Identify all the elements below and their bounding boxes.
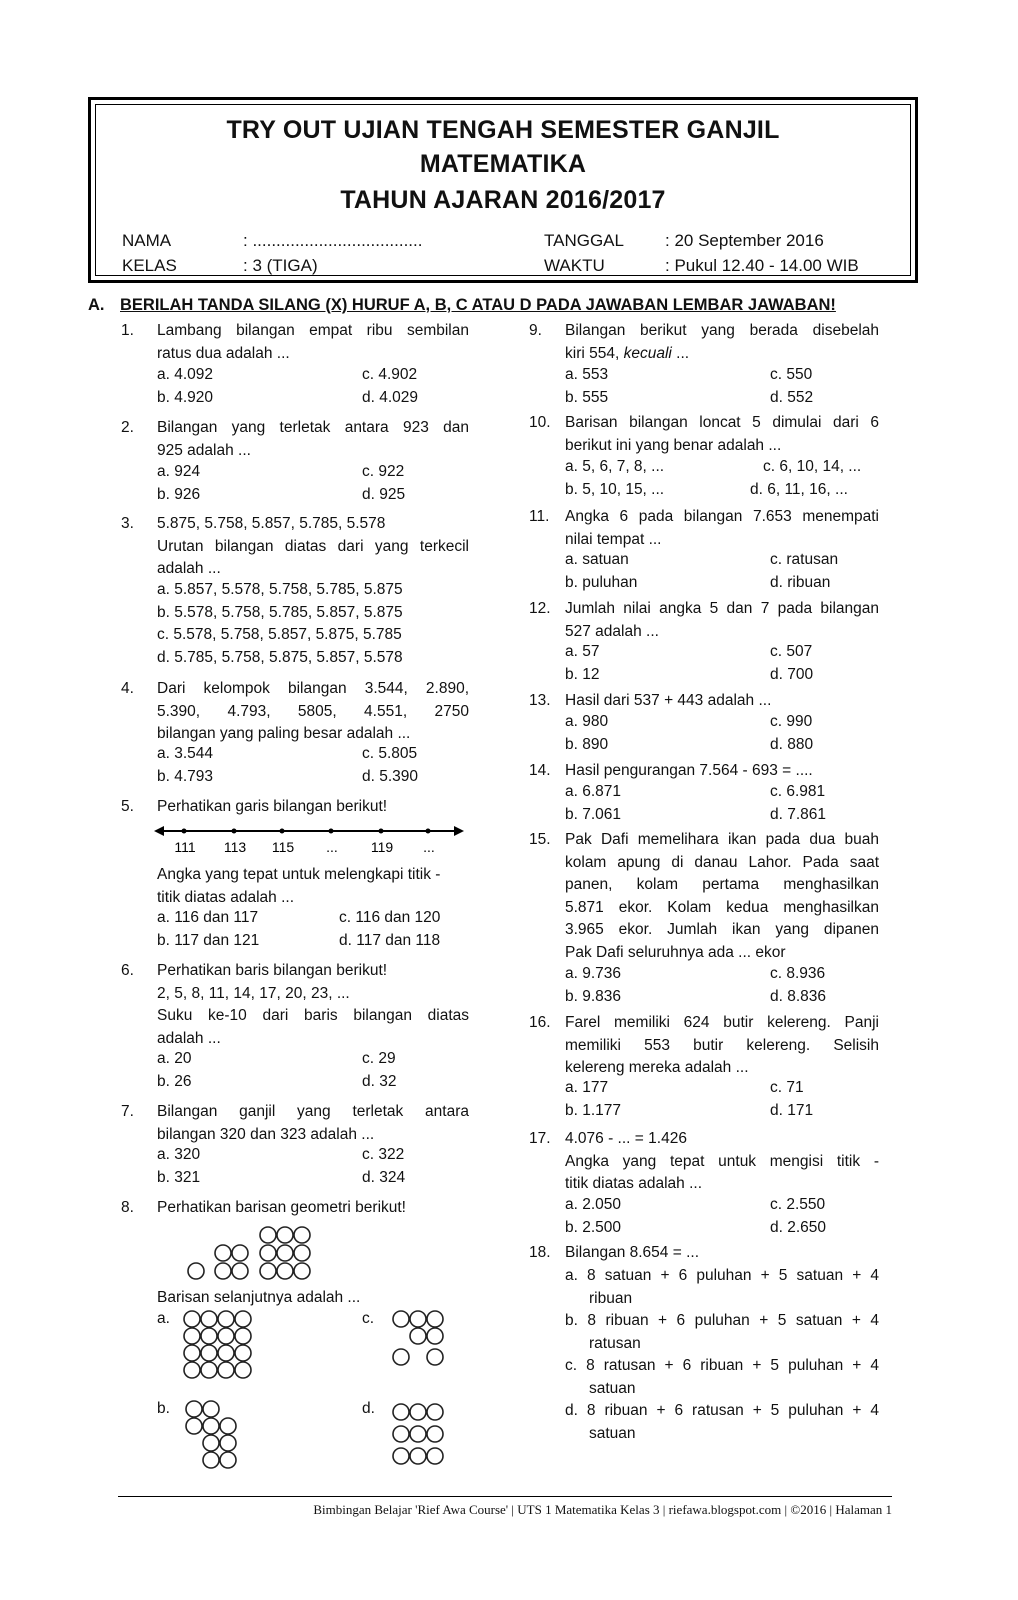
number-line-point xyxy=(232,829,237,834)
question-text: Bilangan ganjil yang terletak antara xyxy=(157,1103,469,1120)
option-a[interactable]: a. 5, 6, 7, 8, ... xyxy=(565,458,665,475)
option-d[interactable]: d. xyxy=(362,1400,375,1417)
question-text: Perhatikan garis bilangan berikut! xyxy=(157,798,388,815)
option-c[interactable]: c. 2.550 xyxy=(770,1196,826,1213)
pattern-circle xyxy=(277,1227,293,1243)
option-d[interactable]: d. 5.785, 5.758, 5.875, 5.857, 5.578 xyxy=(157,649,403,666)
pattern-circle xyxy=(188,1263,204,1279)
option-b[interactable]: b. 7.061 xyxy=(565,806,622,823)
question-text: Bilangan 8.654 = ... xyxy=(565,1244,700,1261)
option-b[interactable] xyxy=(565,1310,879,1355)
option-b[interactable]: b. 5, 10, 15, ... xyxy=(565,481,665,498)
option-d[interactable]: d. 4.029 xyxy=(362,389,419,406)
nama-label: NAMA xyxy=(122,231,172,250)
question-number: 5. xyxy=(121,798,134,815)
number-line-tick-label: 111 xyxy=(174,839,196,855)
pattern-circle xyxy=(294,1245,310,1261)
option-a[interactable]: a. 177 xyxy=(565,1079,609,1096)
question-number: 1. xyxy=(121,322,134,339)
number-line-tick-label: ... xyxy=(326,839,338,855)
option-d[interactable]: d. 8.836 xyxy=(770,988,827,1005)
question-text: Angka 6 pada bilangan 7.653 menempati xyxy=(565,508,879,525)
option-a[interactable]: a. 4.092 xyxy=(157,366,214,383)
section-letter: A. xyxy=(88,296,105,314)
footer-divider xyxy=(118,1496,892,1497)
option-a[interactable]: a. satuan xyxy=(565,551,629,568)
question-8-continued xyxy=(157,1287,469,1310)
option-c[interactable]: c. 4.902 xyxy=(362,366,418,383)
section-heading xyxy=(88,296,836,315)
question-number: 9. xyxy=(529,322,542,339)
question-text-line xyxy=(565,343,879,366)
option-b[interactable]: b. 555 xyxy=(565,389,609,406)
option-d[interactable]: d. 925 xyxy=(362,486,406,503)
question-number: 17. xyxy=(529,1130,551,1147)
kelas-value: : 3 (TIGA) xyxy=(243,256,318,275)
option-c[interactable] xyxy=(565,1355,879,1400)
question-text: bilangan yang paling besar adalah ... xyxy=(157,725,411,742)
question-text: 3.965 ekor. Jumlah ikan yang dipanen xyxy=(565,921,879,938)
option-c[interactable]: c. 8.936 xyxy=(770,965,826,982)
option-b[interactable]: b. 321 xyxy=(157,1169,201,1186)
question-text: Farel memiliki 624 butir kelereng. Panji xyxy=(565,1014,879,1031)
option-a[interactable]: a. 5.857, 5.578, 5.758, 5.785, 5.875 xyxy=(157,581,403,598)
question-text: Urutan bilangan diatas dari yang terkecil xyxy=(157,537,469,555)
kelas-label: KELAS xyxy=(122,256,177,275)
question-numbers: 5.875, 5.758, 5.857, 5.785, 5.578 xyxy=(157,515,386,532)
number-line-point xyxy=(329,829,334,834)
question-number: 13. xyxy=(529,692,551,709)
option-c[interactable]: c. 322 xyxy=(362,1146,405,1163)
question-text: Hasil pengurangan 7.564 - 693 = .... xyxy=(565,762,813,779)
question-text: berikut ini yang benar adalah ... xyxy=(565,436,782,454)
pattern-circle xyxy=(260,1245,276,1261)
question-text: 5.390, 4.793, 5805, 4.551, 2750 xyxy=(157,702,469,720)
option-c[interactable]: c. 507 xyxy=(770,643,813,660)
number-line-tick-label: ... xyxy=(423,839,435,855)
option-d[interactable]: d. 552 xyxy=(770,389,814,406)
question-text: kiri 554, xyxy=(565,344,624,362)
option-c-pattern[interactable] xyxy=(387,1308,457,1370)
option-c-text: satuan xyxy=(589,1379,636,1397)
option-b[interactable]: b. 926 xyxy=(157,486,201,503)
number-line-point xyxy=(182,829,187,834)
option-c[interactable]: c. 990 xyxy=(770,713,813,730)
pattern-circle xyxy=(232,1263,248,1279)
number-line-right-arrow xyxy=(454,826,464,836)
option-d[interactable]: d. 7.861 xyxy=(770,806,827,823)
option-c[interactable]: c. 922 xyxy=(362,463,405,480)
pattern-circle xyxy=(277,1263,293,1279)
question-sequence: 2, 5, 8, 11, 14, 17, 20, 23, ... xyxy=(157,984,350,1002)
option-d[interactable]: d. 700 xyxy=(770,666,814,683)
option-a[interactable]: a. 924 xyxy=(157,463,201,480)
question-text: adalah ... xyxy=(157,560,221,577)
option-d[interactable]: d. 117 dan 118 xyxy=(339,932,441,949)
geometric-sequence-figure xyxy=(180,1220,320,1284)
option-b[interactable]: b. 4.920 xyxy=(157,389,214,406)
option-a[interactable]: a. 2.050 xyxy=(565,1196,622,1213)
option-d[interactable]: d. 2.650 xyxy=(770,1219,827,1236)
question-text: Angka yang tepat untuk melengkapi titik - xyxy=(157,866,441,883)
question-number: 4. xyxy=(121,680,134,697)
option-c[interactable]: c. xyxy=(362,1310,375,1327)
school-year-title: TAHUN AJARAN 2016/2017 xyxy=(340,186,666,214)
number-line-left-arrow xyxy=(154,826,164,836)
option-c[interactable]: c. 71 xyxy=(770,1079,804,1096)
option-d-pattern[interactable] xyxy=(387,1398,461,1472)
option-a[interactable]: a. xyxy=(157,1310,170,1327)
question-number: 12. xyxy=(529,600,551,617)
question-text: Perhatikan baris bilangan berikut! xyxy=(157,962,388,979)
option-d[interactable]: d. 324 xyxy=(362,1169,406,1186)
option-a-text: ribuan xyxy=(589,1289,633,1307)
question-text: 925 adalah ... xyxy=(157,441,251,459)
waktu-value: : Pukul 12.40 - 14.00 WIB xyxy=(665,256,859,275)
option-d[interactable]: d. 5.390 xyxy=(362,768,419,785)
number-line-point xyxy=(379,829,384,834)
question-text-emphasis: kecuali xyxy=(623,344,672,362)
exam-title: TRY OUT UJIAN TENGAH SEMESTER GANJIL xyxy=(226,116,780,144)
question-text: Suku ke-10 dari baris bilangan diatas xyxy=(157,1007,469,1024)
waktu-label: WAKTU xyxy=(544,256,605,275)
question-text: Perhatikan barisan geometri berikut! xyxy=(157,1199,406,1216)
header-box xyxy=(88,97,918,283)
number-line-tick-label: 113 xyxy=(223,839,247,855)
question-text: Pak Dafi seluruhnya ada ... ekor xyxy=(565,943,786,961)
pattern-circle xyxy=(294,1263,310,1279)
question-text: nilai tempat ... xyxy=(565,530,662,548)
option-d[interactable]: d. 6, 11, 16, ... xyxy=(750,481,848,498)
question-number: 2. xyxy=(121,419,134,436)
section-instruction: BERILAH TANDA SILANG (X) HURUF A, B, C ATAU D PADA JAWABAN LEMBAR JAWABAN! xyxy=(120,296,836,314)
option-a-text: a. 8 satuan + 6 puluhan + 5 satuan + 4 xyxy=(565,1267,879,1284)
option-b[interactable]: b. 9.836 xyxy=(565,988,622,1005)
pattern-circle xyxy=(260,1227,276,1243)
question-text: 5.871 ekor. Kolam kedua menghasilkan xyxy=(565,898,879,916)
question-number: 8. xyxy=(121,1199,134,1216)
option-b-text: ratusan xyxy=(589,1334,641,1352)
question-text: Jumlah nilai angka 5 dan 7 pada bilangan xyxy=(565,600,879,617)
number-line-figure xyxy=(152,820,468,860)
option-b[interactable]: b. 12 xyxy=(565,666,600,683)
option-d[interactable] xyxy=(565,1400,879,1445)
question-text: Lambang bilangan empat ribu sembilan xyxy=(157,322,469,339)
question-number: 18. xyxy=(529,1244,551,1261)
question-text: kelereng mereka adalah ... xyxy=(565,1059,749,1076)
question-number: 11. xyxy=(529,508,550,525)
option-b[interactable]: b. puluhan xyxy=(565,574,638,591)
option-d[interactable]: d. 171 xyxy=(770,1102,814,1119)
option-d[interactable]: d. 880 xyxy=(770,736,814,753)
question-number: 6. xyxy=(121,962,134,979)
option-d[interactable]: d. 32 xyxy=(362,1073,397,1090)
question-text: Angka yang tepat untuk mengisi titik - xyxy=(565,1152,879,1170)
footer-text: Bimbingan Belajar 'Rief Awa Course' | UTS 1 Matematika Kelas 3 | riefawa.blogspot.com | ©2016 | Halaman 1 xyxy=(313,1502,892,1517)
question-text: ratus dua adalah ... xyxy=(157,344,290,362)
question-number: 3. xyxy=(121,515,134,532)
option-b[interactable]: b. 890 xyxy=(565,736,609,753)
question-5-continued xyxy=(157,864,469,909)
nama-value: : .................................... xyxy=(243,231,423,250)
option-b[interactable]: b. 1.177 xyxy=(565,1102,622,1119)
pattern-circle xyxy=(215,1263,231,1279)
option-b[interactable]: b. xyxy=(157,1400,170,1417)
option-a[interactable]: a. 553 xyxy=(565,366,609,383)
pattern-circle xyxy=(294,1227,310,1243)
question-text: kolam apung di danau Lahor. Pada saat xyxy=(565,853,879,871)
option-a[interactable]: a. 3.544 xyxy=(157,745,214,762)
option-b[interactable]: b. 4.793 xyxy=(157,768,214,785)
question-text: Bilangan berikut yang berada disebelah xyxy=(565,322,879,339)
option-c-text: c. 8 ratusan + 6 ribuan + 5 puluhan + 4 xyxy=(565,1357,879,1374)
option-b[interactable]: b. 26 xyxy=(157,1073,192,1090)
option-c[interactable]: c. 5.578, 5.758, 5.857, 5.875, 5.785 xyxy=(157,626,402,643)
question-text: Bilangan yang terletak antara 923 dan xyxy=(157,419,469,436)
option-b[interactable]: b. 2.500 xyxy=(565,1219,622,1236)
option-a[interactable] xyxy=(565,1265,879,1310)
question-text: panen, kolam pertama menghasilkan xyxy=(565,876,879,893)
pattern-circle xyxy=(232,1245,248,1261)
option-c[interactable]: c. 5.805 xyxy=(362,745,418,762)
question-text: memiliki 553 butir kelereng. Selisih xyxy=(565,1036,879,1054)
option-c[interactable]: c. 550 xyxy=(770,366,813,383)
option-d-text: d. 8 ribuan + 6 ratusan + 5 puluhan + 4 xyxy=(565,1402,879,1419)
pattern-circle xyxy=(215,1245,231,1261)
question-text: adalah ... xyxy=(157,1029,221,1047)
question-text: bilangan 320 dan 323 adalah ... xyxy=(157,1125,375,1143)
option-a[interactable]: a. 9.736 xyxy=(565,965,622,982)
question-text: Barisan bilangan loncat 5 dimulai dari 6 xyxy=(565,414,879,431)
option-d-text: satuan xyxy=(589,1424,636,1442)
question-number: 15. xyxy=(529,831,551,848)
number-line-tick-label: 119 xyxy=(370,839,394,855)
subject-title: MATEMATIKA xyxy=(419,150,587,178)
tanggal-value: : 20 September 2016 xyxy=(665,231,824,250)
question-text: Hasil dari 537 + 443 adalah ... xyxy=(565,692,772,709)
option-b-text: b. 8 ribuan + 6 puluhan + 5 satuan + 4 xyxy=(565,1312,879,1329)
option-b[interactable]: b. 5.578, 5.758, 5.785, 5.857, 5.875 xyxy=(157,604,403,621)
pattern-circle xyxy=(277,1245,293,1261)
option-c[interactable]: c. 116 dan 120 xyxy=(339,909,441,926)
question-text: titik diatas adalah ... xyxy=(565,1175,702,1192)
option-a[interactable]: a. 57 xyxy=(565,643,600,660)
question-number: 7. xyxy=(121,1103,134,1120)
tanggal-label: TANGGAL xyxy=(544,231,624,250)
option-b-pattern[interactable] xyxy=(180,1398,244,1470)
question-text: ... xyxy=(671,344,690,362)
question-text: 527 adalah ... xyxy=(565,622,659,640)
option-b[interactable]: b. 117 dan 121 xyxy=(157,932,260,949)
option-c[interactable]: c. 6, 10, 14, ... xyxy=(763,458,862,475)
question-number: 14. xyxy=(529,762,551,779)
question-equation: 4.076 - ... = 1.426 xyxy=(565,1130,687,1147)
question-number: 16. xyxy=(529,1014,551,1031)
pattern-circle xyxy=(260,1263,276,1279)
option-a[interactable]: a. 20 xyxy=(157,1050,192,1067)
option-a[interactable]: a. 6.871 xyxy=(565,783,622,800)
option-c[interactable]: c. ratusan xyxy=(770,551,839,568)
number-line-point xyxy=(280,829,285,834)
question-text: Pak Dafi memelihara ikan pada dua buah xyxy=(565,831,879,848)
option-a-pattern[interactable] xyxy=(180,1308,264,1392)
question-text: Barisan selanjutnya adalah ... xyxy=(157,1289,361,1306)
question-number: 10. xyxy=(529,414,551,431)
option-d[interactable]: d. ribuan xyxy=(770,574,831,591)
option-a[interactable]: a. 116 dan 117 xyxy=(157,909,259,926)
question-text: Dari kelompok bilangan 3.544, 2.890, xyxy=(157,680,469,697)
option-c[interactable]: c. 6.981 xyxy=(770,783,826,800)
number-line-tick-label: 115 xyxy=(271,839,295,855)
number-line-point xyxy=(426,829,431,834)
option-a[interactable]: a. 980 xyxy=(565,713,609,730)
option-c[interactable]: c. 29 xyxy=(362,1050,396,1067)
option-a[interactable]: a. 320 xyxy=(157,1146,201,1163)
question-text: titik diatas adalah ... xyxy=(157,888,294,906)
